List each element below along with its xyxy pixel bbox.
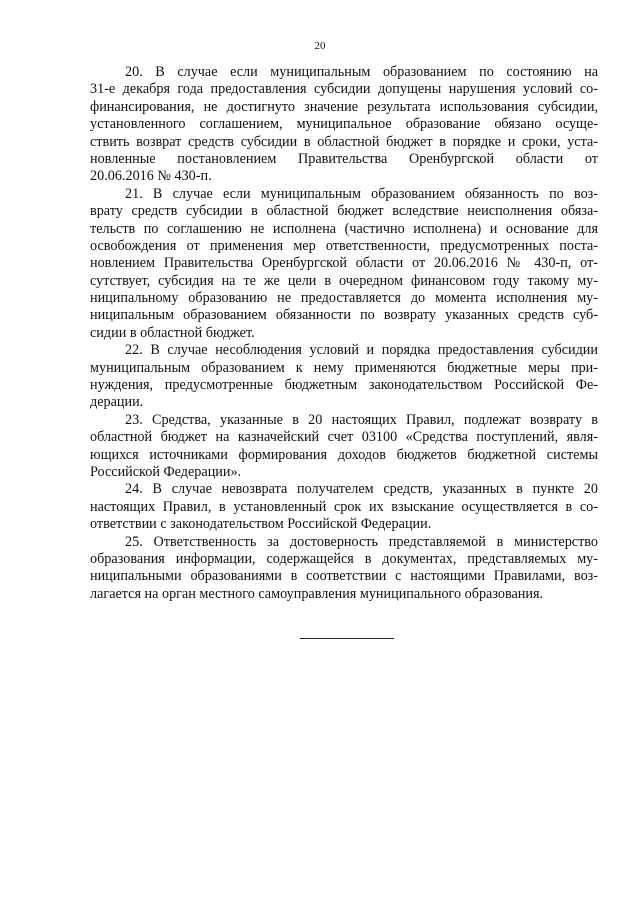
text-line: финансирования, не достигнуто значение результата использования субсидии, (90, 98, 598, 115)
text-line: областной бюджет на казначейский счет 03100 «Средства поступлений, явля- (90, 429, 598, 446)
text-line: 22. В случае несоблюдения условий и порядка предоставления субсидии (125, 342, 598, 359)
end-rule (300, 638, 394, 639)
paragraph-22 (90, 342, 598, 412)
document-body (90, 64, 598, 603)
text-line: врату средств субсидии в областной бюджет вследствие неисполнения обяза- (90, 203, 598, 220)
text-line: освобождения от применения мер ответственности, предусмотренных поста- (90, 237, 598, 254)
text-line: тельств по соглашению не исполнена (частично исполнена) и основание для (90, 220, 598, 237)
text-line: 20. В случае если муниципальным образованием по состоянию на (125, 64, 598, 80)
paragraph-24 (90, 481, 598, 533)
text-line: ствить возврат средств субсидии в областной бюджет в порядке и сроки, уста- (90, 133, 598, 150)
paragraph-23 (90, 412, 598, 482)
text-line: 21. В случае если муниципальным образованием обязанность по воз- (125, 185, 598, 202)
text-line: 25. Ответственность за достоверность представляемой в министерство (125, 533, 598, 550)
paragraph-21 (90, 186, 598, 343)
text-line: ответствии с законодательством Российской Федерации. (90, 516, 432, 533)
text-line: новленные постановлением Правительства Оренбургской области от (90, 150, 598, 167)
text-line: ниципальным образованием обязанности по возврату указанных средств суб- (90, 307, 598, 324)
paragraph-20 (90, 64, 598, 186)
text-line: дерации. (90, 394, 144, 411)
text-line: сидии в областной бюджет. (90, 324, 255, 341)
text-line: новлением Правительства Оренбургской области от 20.06.2016 № 430-п, от- (90, 255, 598, 272)
text-line: 20.06.2016 № 430-п. (90, 168, 212, 185)
text-line: ниципальному образованию не предоставляется до момента исполнения му- (90, 290, 598, 307)
text-line: ниципальными образованиями в соответствии с настоящими Правилами, воз- (90, 568, 598, 585)
paragraph-25 (90, 534, 598, 604)
text-line: 23. Средства, указанные в 20 настоящих Правил, подлежат возврату в (125, 411, 598, 428)
text-line: ющихся источниками формирования доходов бюджетов бюджетной системы (90, 446, 598, 463)
text-line: муниципальным образованием к нему применяются бюджетные меры при- (90, 359, 598, 376)
text-line: лагается на орган местного самоуправления муниципального образования. (90, 585, 544, 602)
text-line: нуждения, предусмотренные бюджетным законодательством Российской Фе- (90, 377, 598, 394)
text-line: сутствует, субсидия на те же цели в очередном финансовом году такому му- (90, 272, 598, 289)
page-number: 20 (314, 40, 326, 52)
text-line: установленного соглашением, муниципальное образование обязано осуще- (90, 116, 598, 133)
text-line: Российской Федерации». (90, 463, 242, 480)
text-line: 24. В случае невозврата получателем средств, указанных в пункте 20 (125, 481, 598, 498)
text-line: настоящих Правил, в установленный срок их взыскание осуществляется в со- (90, 498, 598, 515)
text-line: 31-е декабря года предоставления субсидии допущены нарушения условий со- (90, 81, 598, 98)
text-line: образования информации, содержащейся в документах, представляемых му- (90, 550, 598, 567)
